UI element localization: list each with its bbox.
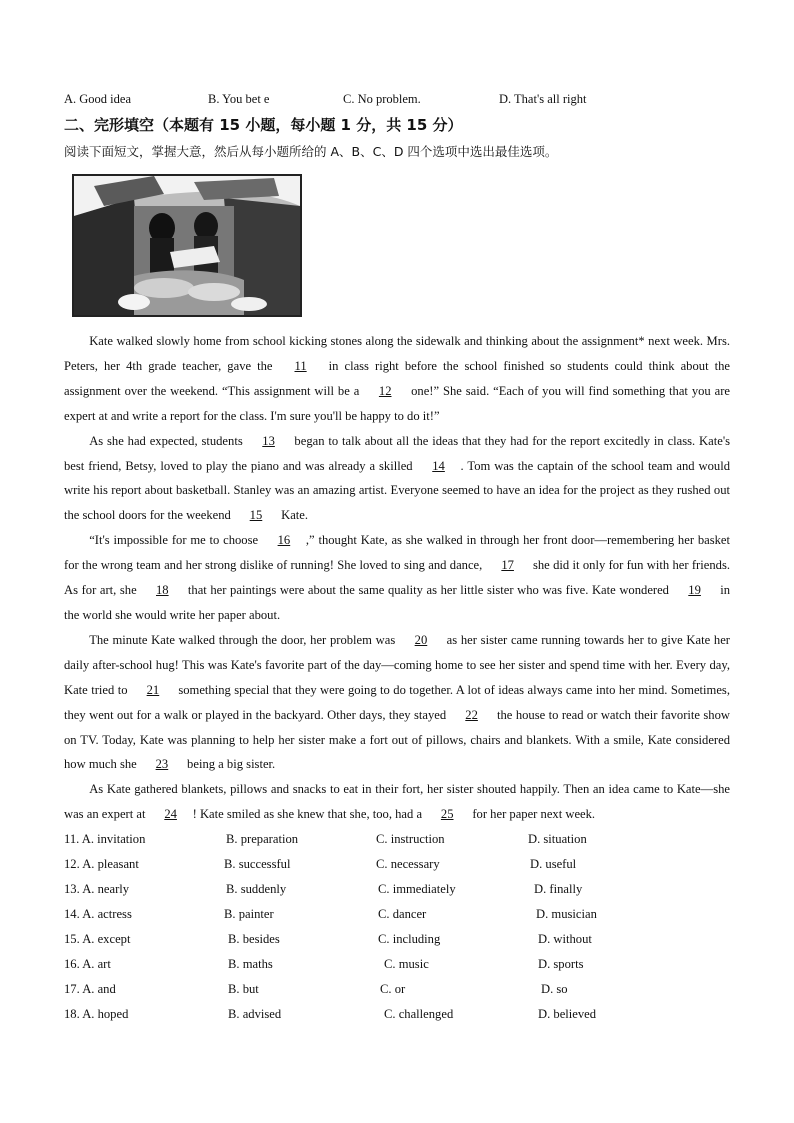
blank-15: 15 <box>249 508 263 523</box>
question-options <box>64 828 744 1028</box>
question-14 <box>64 903 744 928</box>
blank-19: 19 <box>688 583 701 598</box>
text: as her sister came running towards her to give Kate her daily after-school hug! This was Kate's favorite part of the day—coming home to see her sister and spend time with her. Every day, Kate tried to <box>64 632 730 697</box>
question-18 <box>64 1003 744 1028</box>
blank-18: 18 <box>156 583 169 598</box>
blank-25: 25 <box>440 807 454 822</box>
option-b: B. suddenly <box>226 882 287 896</box>
text: Kate walked slowly home from school kicking stones along the sidewalk and thinking about the assignment* next week. Mrs. Peters, her 4th grade teacher, gave the <box>64 334 730 373</box>
option-c: C. or <box>380 982 406 996</box>
text: As she had expected, students <box>89 433 247 448</box>
option-b: B. but <box>228 982 259 996</box>
question-11 <box>64 828 744 853</box>
question-15 <box>64 928 744 953</box>
option-a: 14. A. actress <box>64 907 132 921</box>
text: in the world she would write her paper about. <box>64 583 730 622</box>
option-d: D. without <box>538 932 592 946</box>
question-13 <box>64 878 744 903</box>
text: something special that they were going to do together. A lot of ideas always came into her mind. Sometimes, they went out for a walk or played in the backyard. Other days, they stayed <box>64 682 730 722</box>
paragraph-2 <box>64 429 730 529</box>
text: As Kate gathered blankets, pillows and snacks to eat in their fort, her sister shouted happily. Then an idea came to Kate—she was an expert at <box>64 782 730 822</box>
cloze-passage <box>64 329 730 827</box>
blank-21: 21 <box>146 682 160 697</box>
text: ! Kate smiled as she knew that she, too, had a <box>192 807 426 822</box>
blank-24: 24 <box>164 807 177 822</box>
blank-14: 14 <box>432 458 445 473</box>
text: she did it only for fun with her friends. As for art, she <box>64 558 730 598</box>
option-c: C. instruction <box>376 832 445 846</box>
text: that her paintings were about the same quality as her little sister who was five. Kate wondered <box>184 583 673 598</box>
section-title: 二、完形填空（本题有 15 小题，每小题 1 分，共 15 分） <box>64 116 463 134</box>
option-a: 15. A. except <box>64 932 131 946</box>
option-c: C. necessary <box>376 857 440 871</box>
option-d: D. sports <box>538 957 584 971</box>
option-b: B. maths <box>228 957 273 971</box>
option-b: B. besides <box>228 932 280 946</box>
option-b: B. You bet e <box>208 92 270 106</box>
section-instruction: 阅读下面短文，掌握大意，然后从每小题所给的 A、B、C、D 四个选项中选出最佳选项。 <box>64 144 558 159</box>
blank-23: 23 <box>155 757 169 772</box>
option-b: B. successful <box>224 857 291 871</box>
option-d: D. believed <box>538 1007 597 1021</box>
option-c: C. immediately <box>378 882 456 896</box>
blank-12: 12 <box>378 383 392 398</box>
text: ,” thought Kate, as she walked in through her front door—remembering her basket for the wrong team and her strong dislike of running! She loved to sing and dance, <box>64 533 730 573</box>
option-d: D. so <box>541 982 568 996</box>
option-d: D. musician <box>536 907 597 921</box>
blank-13: 13 <box>262 433 275 448</box>
text: The minute Kate walked through the door, her problem was <box>89 632 399 647</box>
paragraph-1 <box>64 329 730 429</box>
question-17 <box>64 978 744 1003</box>
option-c: C. No problem. <box>343 92 421 106</box>
paragraph-4 <box>64 628 730 777</box>
option-d: D. finally <box>534 882 583 896</box>
option-c: C. including <box>378 932 441 946</box>
option-d: D. useful <box>530 857 577 871</box>
blank-11: 11 <box>294 358 307 373</box>
option-b: B. advised <box>228 1007 282 1021</box>
children-in-fort-photo <box>72 174 302 317</box>
text: began to talk about all the ideas that they had for the report excitedly in class. Kate's best friend, Betsy, loved to play the piano and was already a skilled <box>64 433 730 473</box>
text: the house to read or watch their favorite show on TV. Today, Kate was planning to help her sister make a fort out of pillows, chairs and blankets. With a smile, Kate considered how much she <box>64 707 730 772</box>
option-a: 16. A. art <box>64 957 111 971</box>
previous-question-options <box>64 92 744 108</box>
blank-20: 20 <box>414 632 428 647</box>
option-d: D. That's all right <box>499 92 587 106</box>
option-c: C. music <box>384 957 429 971</box>
option-a: 18. A. hoped <box>64 1007 129 1021</box>
text: in class right before the school finished so students could think about the assignment over the weekend. “This assignment will be a <box>64 358 731 398</box>
option-c: C. dancer <box>378 907 427 921</box>
option-a: 13. A. nearly <box>64 882 130 896</box>
option-a: A. Good idea <box>64 92 131 106</box>
paragraph-3 <box>64 528 730 628</box>
option-c: C. challenged <box>384 1007 454 1021</box>
option-b: B. painter <box>224 907 274 921</box>
option-a: 17. A. and <box>64 982 116 996</box>
text: being a big sister. <box>183 757 276 772</box>
option-a: 11. A. invitation <box>64 832 146 846</box>
blank-17: 17 <box>501 558 514 573</box>
blank-16: 16 <box>277 533 291 548</box>
text: Kate. <box>277 508 309 523</box>
question-16 <box>64 953 744 978</box>
text: . Tom was the captain of the school team and would write his report about basketball. Stanley was an amazing artist. Everyone seemed to have an idea for the project as they rushed out the school doors for the weekend <box>64 458 730 523</box>
paragraph-5 <box>64 777 730 827</box>
option-b: B. preparation <box>226 832 299 846</box>
blank-22: 22 <box>465 707 478 722</box>
text: “It's impossible for me to choose <box>89 533 262 548</box>
text: for her paper next week. <box>469 807 596 822</box>
question-12 <box>64 853 744 878</box>
option-d: D. situation <box>528 832 587 846</box>
option-a: 12. A. pleasant <box>64 857 139 871</box>
text: one!” She said. “Each of you will find something that you are expert at and write a report for the class. I'm sure you'll be happy to do it!” <box>64 383 730 423</box>
